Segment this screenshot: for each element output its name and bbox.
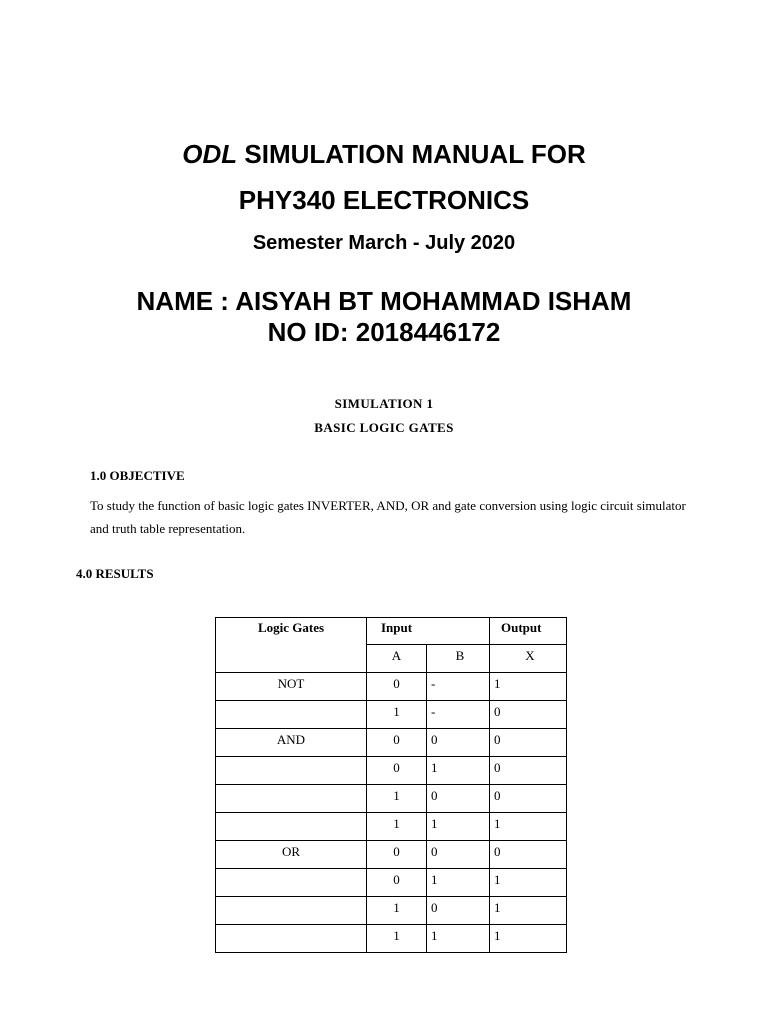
cell-x: 1 [490,673,567,701]
objective-text: To study the function of basic logic gates INVERTER, AND, OR and gate conversion using logic circuit simulator and truth table representation. [90,498,686,536]
cell-gate [216,757,367,785]
cell-x: 0 [490,757,567,785]
table-row [216,673,567,701]
table-row [216,701,567,729]
cell-x: 1 [490,869,567,897]
cell-x: 0 [490,701,567,729]
cell-gate [216,925,367,953]
cell-a: 1 [367,785,427,813]
header-x: X [490,645,567,673]
semester-line: Semester March - July 2020 [252,232,516,254]
header-logic-gates: Logic Gates [216,618,367,673]
cell-b: 0 [427,785,490,813]
cell-x: 1 [490,925,567,953]
table-row [216,813,567,841]
cell-a: 1 [367,925,427,953]
cell-b: 1 [427,757,490,785]
student-id: NO ID: 2018446172 [267,317,501,347]
cell-a: 0 [367,729,427,757]
cell-gate: OR [216,841,367,869]
objective-heading: 1.0 OBJECTIVE [90,468,185,483]
table-row [216,869,567,897]
course-title: PHY340 ELECTRONICS [238,185,530,215]
header-a: A [367,645,427,673]
cell-a: 0 [367,757,427,785]
table-row [216,785,567,813]
table-row [216,841,567,869]
title-odl: ODL [182,139,238,169]
cell-gate [216,897,367,925]
table-row [216,925,567,953]
cell-a: 1 [367,813,427,841]
cell-a: 0 [367,869,427,897]
title-rest: SIMULATION MANUAL FOR [237,139,586,169]
cell-b: 0 [427,897,490,925]
cell-b: - [427,673,490,701]
table-row [216,897,567,925]
cell-x: 0 [490,785,567,813]
simulation-number: SIMULATION 1 [334,396,434,411]
cell-x: 0 [490,729,567,757]
truth-table [215,617,567,953]
cell-a: 0 [367,841,427,869]
table-header-row [216,618,567,645]
header-input: Input [367,618,490,645]
results-heading: 4.0 RESULTS [76,566,154,581]
cell-a: 0 [367,673,427,701]
header-output: Output [490,618,567,645]
cell-b: - [427,701,490,729]
cell-gate: AND [216,729,367,757]
table-row [216,729,567,757]
cell-gate [216,869,367,897]
cell-gate: NOT [216,673,367,701]
header-b: B [427,645,490,673]
cell-a: 1 [367,701,427,729]
cell-x: 1 [490,897,567,925]
cell-x: 0 [490,841,567,869]
cell-b: 1 [427,869,490,897]
cell-x: 1 [490,813,567,841]
cell-a: 1 [367,897,427,925]
student-name: NAME : AISYAH BT MOHAMMAD ISHAM [136,286,632,316]
cell-gate [216,701,367,729]
cell-b: 1 [427,813,490,841]
cell-gate [216,785,367,813]
table-row [216,757,567,785]
document-title [0,138,768,170]
simulation-subtitle: BASIC LOGIC GATES [314,420,454,435]
cell-b: 0 [427,841,490,869]
cell-b: 1 [427,925,490,953]
cell-gate [216,813,367,841]
cell-b: 0 [427,729,490,757]
